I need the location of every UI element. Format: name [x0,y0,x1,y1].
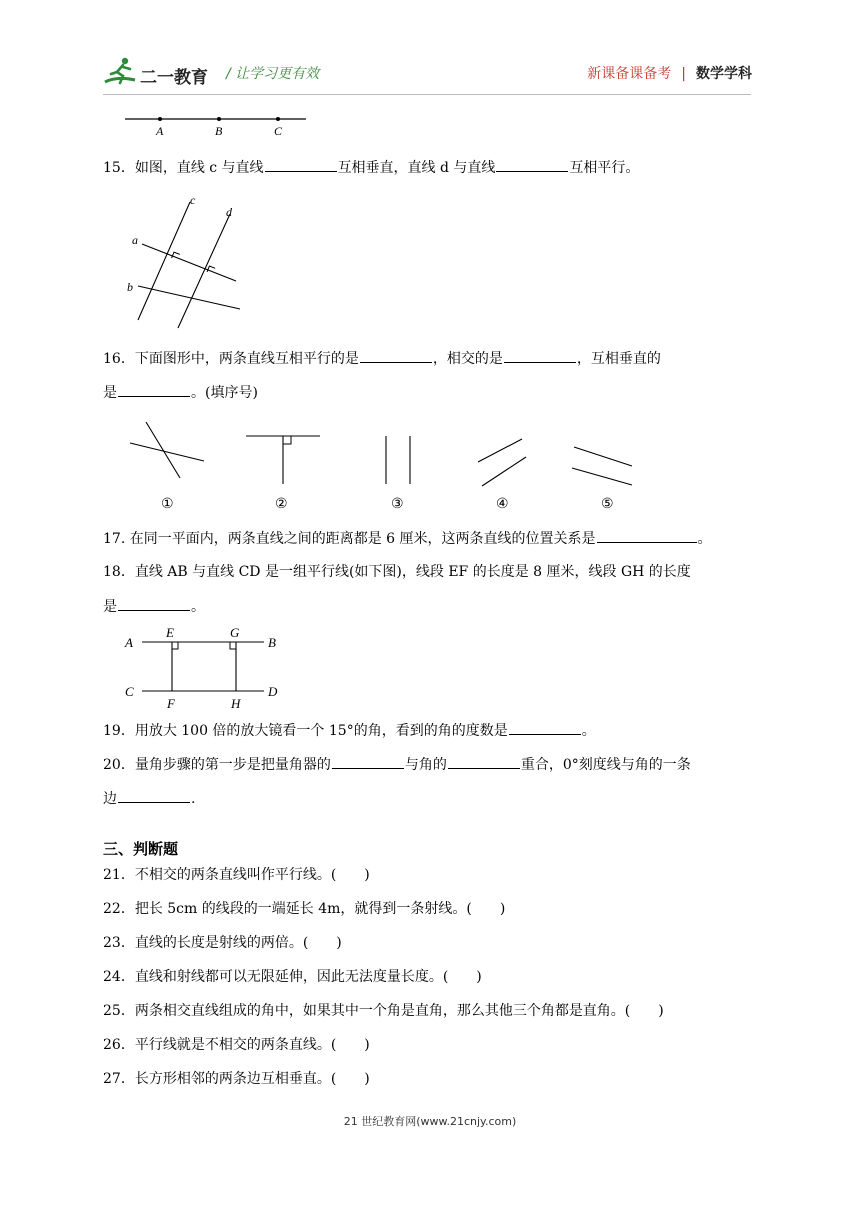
judgment-item: 26．平行线就是不相交的两条直线。( ) [103,1037,370,1053]
q20-blank-1[interactable] [332,754,404,769]
q18-text-1: 18．直线 AB 与直线 CD 是一组平行线(如下图)，线段 EF 的长度是 8 厘米，线段 GH 的长度 [103,564,691,580]
figure-4-number: ④ [496,497,509,512]
header-separator: | [681,66,686,82]
line-d-label: d [226,205,232,219]
point-a-label-q18: A [125,635,133,650]
q20-blank-3[interactable] [118,788,190,803]
figure-1-number: ① [161,497,174,512]
header-divider [103,94,751,95]
header-slogan: / 让学习更有效 [226,66,320,82]
q20-text-2: 与角的 [404,757,447,773]
point-c-label: C [274,124,283,138]
point-e-label: E [166,625,174,640]
q17-text-2: 。 [697,531,712,547]
point-f-label: F [167,696,175,711]
point-h-label: H [231,696,241,711]
judgment-item: 22．把长 5cm 的线段的一端延长 4m，就得到一条射线。( ) [103,901,506,917]
judgment-item: 25．两条相交直线组成的角中，如果其中一个角是直角，那么其他三个角都是直角。( ) [103,1003,664,1019]
q18-text-2: 是 [103,599,117,615]
q19-blank-1[interactable] [509,720,581,735]
q15-blank-1[interactable] [265,157,337,172]
q18-text-3: 。 [191,599,205,615]
figure-3-number: ③ [391,497,404,512]
question-15 [103,157,639,178]
figure-5-number: ⑤ [601,497,614,512]
q15-figure [124,194,248,334]
q16-text-5: 。(填序号) [191,385,258,401]
line-a-label: a [132,233,138,247]
q18-figure [120,622,290,714]
line-b-label: b [127,280,133,294]
point-g-label: G [230,625,240,640]
figure-2-number: ② [275,497,288,512]
question-18-line-2 [103,596,205,617]
q20-text-3: 重合，0°刻度线与角的一条 [520,757,691,773]
q15-text-3: 互相平行。 [569,160,640,176]
logo-runner-icon [103,56,137,88]
q19-text-1: 19．用放大 100 倍的放大镜看一个 15°的角，看到的角的度数是 [103,723,508,739]
point-b-label-q18: B [268,635,276,650]
q19-text-2: 。 [581,723,596,739]
line-abc-figure [120,112,320,140]
q17-blank-1[interactable] [597,528,697,543]
page-footer: 21 世纪教育网(www.21cnjy.com) [343,1115,517,1128]
header-course-label: 新课备课备考 [587,66,672,82]
line-c-label: c [190,194,196,207]
section-3-title: 三、判断题 [103,840,179,858]
q20-text-1: 20．量角步骤的第一步是把量角器的 [103,757,331,773]
q20-text-5: . [191,791,196,807]
q16-blank-1[interactable] [360,348,432,363]
point-a-label: A [156,124,164,138]
q17-text-1: 17. 在同一平面内，两条直线之间的距离都是 6 厘米，这两条直线的位置关系是 [103,531,596,547]
logo-text: 二一教育 [140,68,208,88]
question-20-line-2 [103,788,195,809]
q16-blank-3[interactable] [118,382,190,397]
q16-text-4: 是 [103,385,117,401]
judgment-item: 24．直线和射线都可以无限延伸，因此无法度量长度。( ) [103,969,482,985]
q16-text-2: ，相交的是 [432,351,503,367]
judgment-item: 27．长方形相邻的两条边互相垂直。( ) [103,1071,370,1087]
q20-text-4: 边 [103,791,117,807]
q15-blank-2[interactable] [496,157,568,172]
point-b-label: B [215,124,223,138]
q20-blank-2[interactable] [448,754,520,769]
q16-text-3: ，互相垂直的 [576,351,661,367]
header-subject-label: 数学学科 [696,66,752,82]
question-17 [103,528,712,549]
question-16-line-1 [103,348,661,369]
q15-text-1: 15．如图，直线 c 与直线 [103,160,264,176]
q16-text-1: 16．下面图形中，两条直线互相平行的是 [103,351,359,367]
page-header [0,0,860,96]
judgment-item: 21．不相交的两条直线叫作平行线。( ) [103,867,370,883]
q16-figures [120,418,650,516]
question-20-line-1 [103,754,691,775]
header-right [587,63,752,83]
q15-text-2: 互相垂直，直线 d 与直线 [337,160,496,176]
q16-blank-2[interactable] [504,348,576,363]
question-18-line-1 [103,562,691,582]
judgment-item: 23．直线的长度是射线的两倍。( ) [103,935,342,951]
point-c-label-q18: C [125,684,134,699]
question-16-line-2 [103,382,258,403]
question-19 [103,720,596,741]
q18-blank-1[interactable] [118,596,190,611]
point-d-label: D [268,684,278,699]
